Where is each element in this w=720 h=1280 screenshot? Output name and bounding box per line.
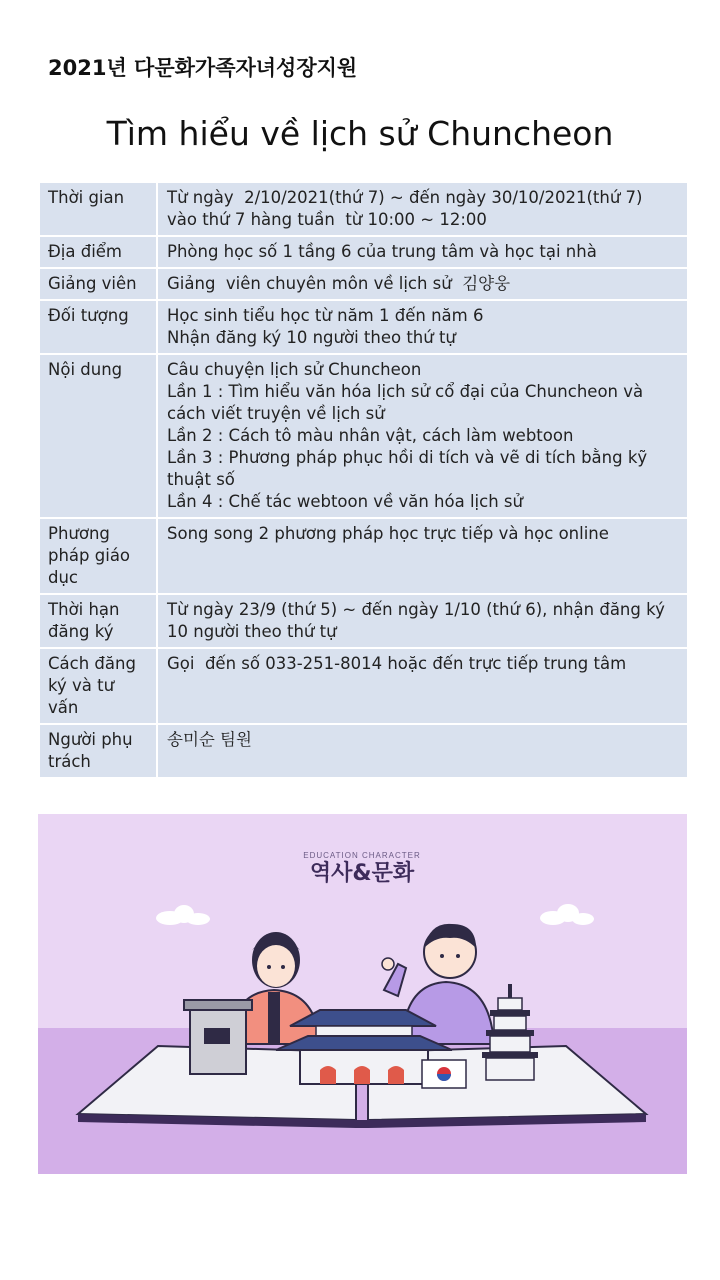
table-row — [39, 724, 688, 778]
caption-main: 역사&문화 — [309, 861, 415, 886]
table-row — [39, 648, 688, 724]
row-value-line: Từ ngày 2/10/2021(thứ 7) ~ đến ngày 30/10/2021(thứ 7) — [167, 188, 643, 207]
row-value-line: Câu chuyện lịch sử Chuncheon — [167, 360, 422, 379]
row-label: Thời gian — [39, 182, 157, 236]
row-value — [157, 268, 688, 300]
table-row — [39, 300, 688, 354]
row-label: Cách đăng ký và tư vấn — [39, 648, 157, 724]
history-culture-illustration — [38, 814, 687, 1174]
korean-flag-icon — [422, 1060, 466, 1088]
row-value-line: Học sinh tiểu học từ năm 1 đến năm 6 — [167, 306, 484, 325]
caption-small: EDUCATION CHARACTER — [303, 851, 421, 860]
row-value-line: vào thứ 7 hàng tuần từ 10:00 ~ 12:00 — [167, 210, 487, 229]
row-value-line: Lần 4 : Chế tác webtoon về văn hóa lịch sử — [167, 492, 523, 511]
row-value — [157, 354, 688, 518]
stone-tower-icon — [184, 1000, 252, 1074]
table-row — [39, 182, 688, 236]
row-value — [157, 300, 688, 354]
row-label: Thời hạn đăng ký — [39, 594, 157, 648]
table-row — [39, 594, 688, 648]
table-row — [39, 518, 688, 594]
row-value-line: Nhận đăng ký 10 người theo thứ tự — [167, 328, 456, 347]
row-value-line: Song song 2 phương pháp học trực tiếp và học online — [167, 524, 609, 543]
row-value — [157, 724, 688, 778]
row-value-line: 송미순 팀원 — [167, 730, 252, 749]
row-value-line: Phòng học số 1 tầng 6 của trung tâm và học tại nhà — [167, 242, 597, 261]
row-label: Nội dung — [39, 354, 157, 518]
table-row — [39, 268, 688, 300]
table-row — [39, 354, 688, 518]
row-label: Phương pháp giáo dục — [39, 518, 157, 594]
row-value-line: Lần 2 : Cách tô màu nhân vật, cách làm webtoon — [167, 426, 574, 445]
row-label: Địa điểm — [39, 236, 157, 268]
row-value-line: Gọi đến số 033-251-8014 hoặc đến trực tiếp trung tâm — [167, 654, 627, 673]
program-title: Tìm hiểu về lịch sử Chuncheon — [106, 114, 614, 153]
row-value-line: Từ ngày 23/9 (thứ 5) ~ đến ngày 1/10 (thứ 6), nhận đăng ký 10 người theo thứ tự — [167, 600, 671, 641]
row-value — [157, 182, 688, 236]
row-label: Người phụ trách — [39, 724, 157, 778]
row-value — [157, 648, 688, 724]
row-value-line: Lần 1 : Tìm hiểu văn hóa lịch sử cổ đại của Chuncheon và cách viết truyện về lịch sử — [167, 382, 649, 423]
org-title: 2021년 다문화가족자녀성장지원 — [48, 56, 358, 80]
row-value — [157, 594, 688, 648]
info-table — [38, 181, 689, 779]
row-label: Đối tượng — [39, 300, 157, 354]
row-value-line: Lần 3 : Phương pháp phục hồi di tích và vẽ di tích bằng kỹ thuật số — [167, 448, 653, 489]
row-value — [157, 518, 688, 594]
row-value-line: Giảng viên chuyên môn về lịch sử 김양웅 — [167, 274, 511, 293]
row-value — [157, 236, 688, 268]
row-label: Giảng viên — [39, 268, 157, 300]
table-row — [39, 236, 688, 268]
